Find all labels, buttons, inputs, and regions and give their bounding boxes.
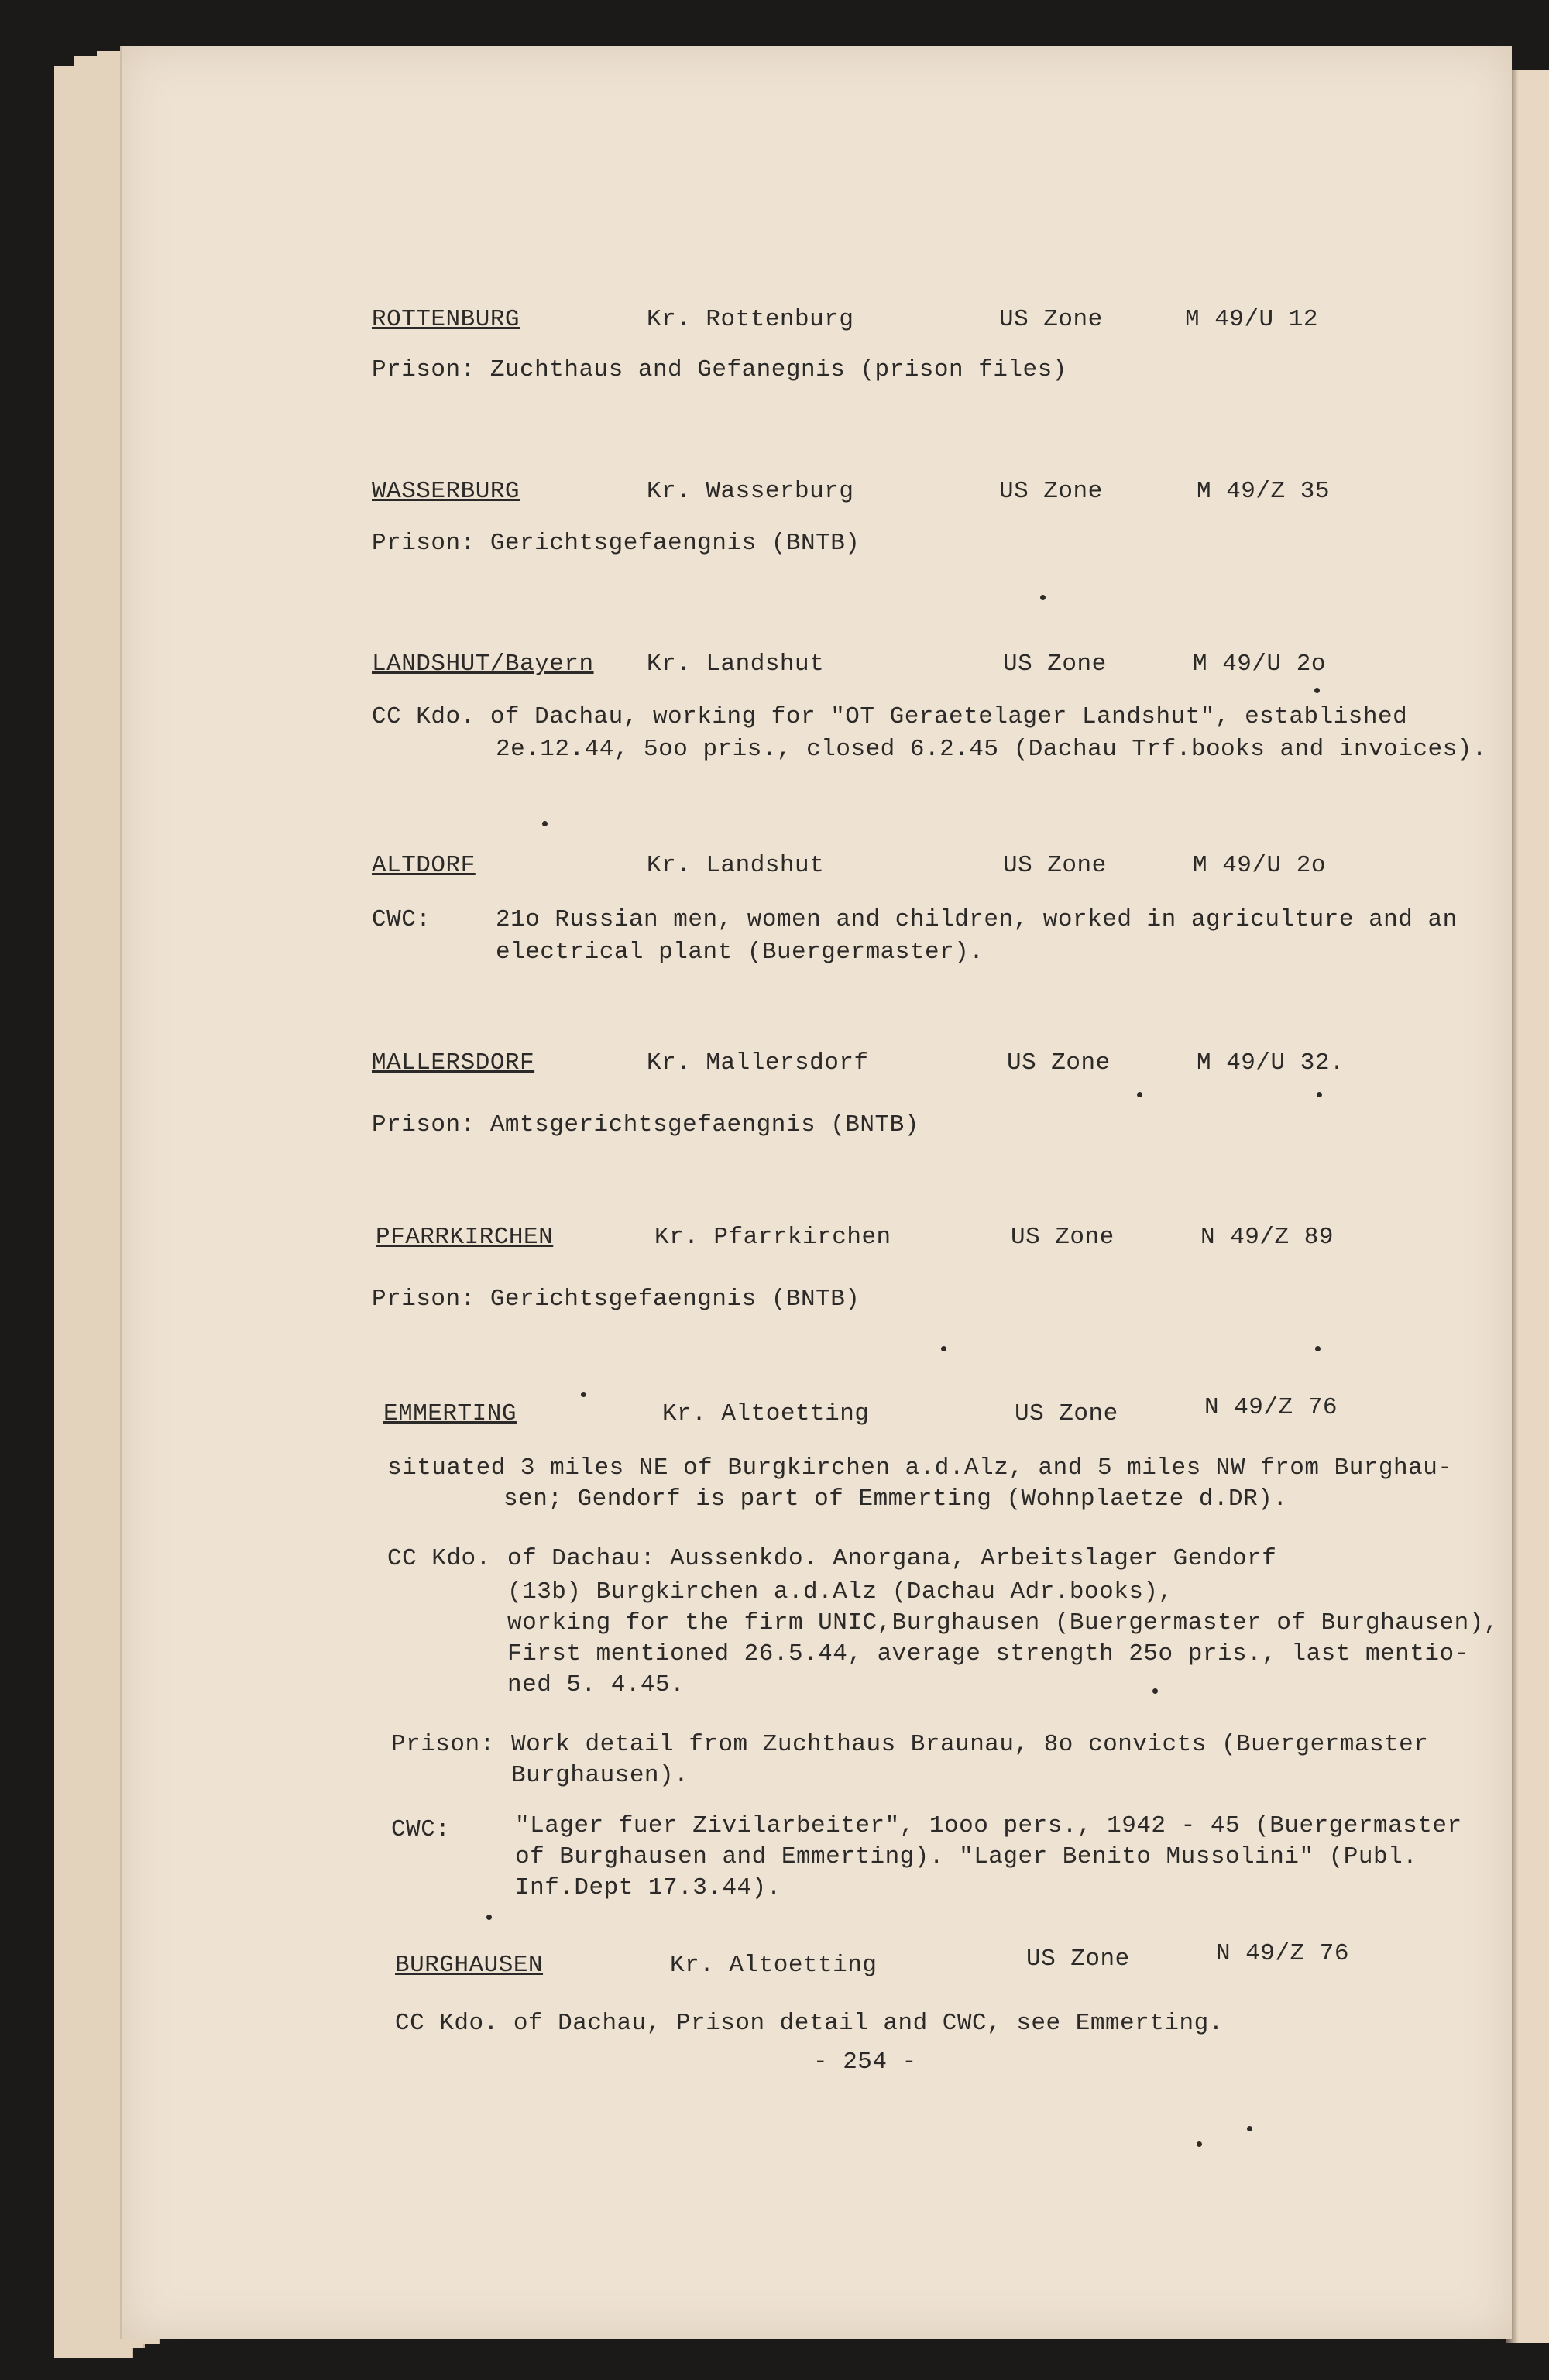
map-reference: N 49/Z 76 bbox=[1216, 1940, 1349, 1967]
entry-line: situated 3 miles NE of Burgkirchen a.d.Alz, and 5 miles NW from Burghau- bbox=[387, 1454, 1453, 1482]
place-name: WASSERBURG bbox=[372, 478, 520, 505]
zone: US Zone bbox=[999, 478, 1103, 505]
entry-label: Prison: bbox=[391, 1731, 495, 1758]
entry-line: Prison: Gerichtsgefaengnis (BNTB) bbox=[372, 1286, 860, 1313]
ink-speck bbox=[581, 1392, 586, 1397]
place-name: MALLERSDORF bbox=[372, 1049, 535, 1077]
district: Kr. Altoetting bbox=[670, 1952, 878, 1979]
ink-speck bbox=[1137, 1092, 1142, 1097]
zone: US Zone bbox=[1007, 1049, 1111, 1077]
map-reference: N 49/Z 89 bbox=[1200, 1224, 1334, 1251]
zone: US Zone bbox=[1015, 1400, 1118, 1427]
entry-line: Work detail from Zuchthaus Braunau, 8o convicts (Buergermaster bbox=[511, 1731, 1429, 1758]
district: Kr. Altoetting bbox=[662, 1400, 870, 1427]
place-name: EMMERTING bbox=[383, 1400, 517, 1427]
zone: US Zone bbox=[1026, 1946, 1130, 1973]
page-number: - 254 - bbox=[813, 2049, 917, 2076]
entry-line: ned 5. 4.45. bbox=[507, 1671, 685, 1698]
ink-speck bbox=[1247, 2126, 1252, 2131]
place-name: ROTTENBURG bbox=[372, 306, 520, 333]
zone: US Zone bbox=[1011, 1224, 1115, 1251]
zone: US Zone bbox=[999, 306, 1103, 333]
map-reference: M 49/U 12 bbox=[1185, 306, 1318, 333]
ink-speck bbox=[941, 1346, 946, 1351]
entry-line: Prison: Gerichtsgefaengnis (BNTB) bbox=[372, 530, 860, 557]
zone: US Zone bbox=[1003, 852, 1107, 879]
entry-line: Prison: Zuchthaus and Gefanegnis (prison files) bbox=[372, 356, 1067, 383]
ink-speck bbox=[1197, 2141, 1202, 2147]
district: Kr. Landshut bbox=[647, 651, 825, 678]
entry-label: CC Kdo. bbox=[387, 1545, 491, 1572]
place-name: BURGHAUSEN bbox=[395, 1952, 544, 1979]
place-name: LANDSHUT/Bayern bbox=[372, 651, 594, 678]
entry-line: of Dachau: Aussenkdo. Anorgana, Arbeitslager Gendorf bbox=[507, 1545, 1277, 1572]
entry-line: 2e.12.44, 5oo pris., closed 6.2.45 (Dachau Trf.books and invoices). bbox=[496, 736, 1487, 763]
entry-line: sen; Gendorf is part of Emmerting (Wohnplaetze d.DR). bbox=[503, 1485, 1288, 1513]
entry-line: working for the firm UNIC,Burghausen (Buergermaster of Burghausen), bbox=[507, 1609, 1499, 1636]
entry-label: CWC: bbox=[372, 906, 431, 933]
ink-speck bbox=[1152, 1688, 1158, 1694]
ink-speck bbox=[486, 1915, 492, 1920]
ink-speck bbox=[1315, 1346, 1321, 1351]
entry-line: electrical plant (Buergermaster). bbox=[496, 939, 984, 966]
entry-line: (13b) Burgkirchen a.d.Alz (Dachau Adr.books), bbox=[507, 1578, 1173, 1606]
entry-line: Prison: Amtsgerichtsgefaengnis (BNTB) bbox=[372, 1111, 919, 1138]
ink-speck bbox=[1314, 688, 1320, 693]
entry-line: First mentioned 26.5.44, average strength 25o pris., last mentio- bbox=[507, 1640, 1469, 1667]
entry-line: 21o Russian men, women and children, worked in agriculture and an bbox=[496, 906, 1458, 933]
ink-speck bbox=[1040, 595, 1046, 600]
document-page bbox=[120, 46, 1512, 2339]
place-name: PFARRKIRCHEN bbox=[376, 1224, 554, 1251]
district: Kr. Pfarrkirchen bbox=[654, 1224, 891, 1251]
entry-line: Burghausen). bbox=[511, 1762, 689, 1789]
district: Kr. Landshut bbox=[647, 852, 825, 879]
district: Kr. Wasserburg bbox=[647, 478, 854, 505]
zone: US Zone bbox=[1003, 651, 1107, 678]
map-reference: M 49/U 2o bbox=[1193, 852, 1326, 879]
map-reference: M 49/U 32. bbox=[1197, 1049, 1345, 1077]
next-page-edge bbox=[1506, 70, 1549, 2343]
entry-label: CWC: bbox=[391, 1816, 451, 1843]
ink-speck bbox=[542, 821, 548, 826]
entry-line: "Lager fuer Zivilarbeiter", 1ooo pers., 1942 - 45 (Buergermaster bbox=[515, 1812, 1462, 1839]
entry-line: Inf.Dept 17.3.44). bbox=[515, 1874, 781, 1901]
district: Kr. Rottenburg bbox=[647, 306, 854, 333]
entry-line: CC Kdo. of Dachau, Prison detail and CWC, see Emmerting. bbox=[395, 2010, 1224, 2037]
district: Kr. Mallersdorf bbox=[647, 1049, 869, 1077]
place-name: ALTDORF bbox=[372, 852, 476, 879]
entry-line: CC Kdo. of Dachau, working for "OT Geraetelager Landshut", established bbox=[372, 703, 1408, 730]
map-reference: M 49/Z 35 bbox=[1197, 478, 1330, 505]
map-reference: N 49/Z 76 bbox=[1204, 1394, 1338, 1421]
entry-line: of Burghausen and Emmerting). "Lager Benito Mussolini" (Publ. bbox=[515, 1843, 1418, 1870]
map-reference: M 49/U 2o bbox=[1193, 651, 1326, 678]
ink-speck bbox=[1317, 1092, 1322, 1097]
